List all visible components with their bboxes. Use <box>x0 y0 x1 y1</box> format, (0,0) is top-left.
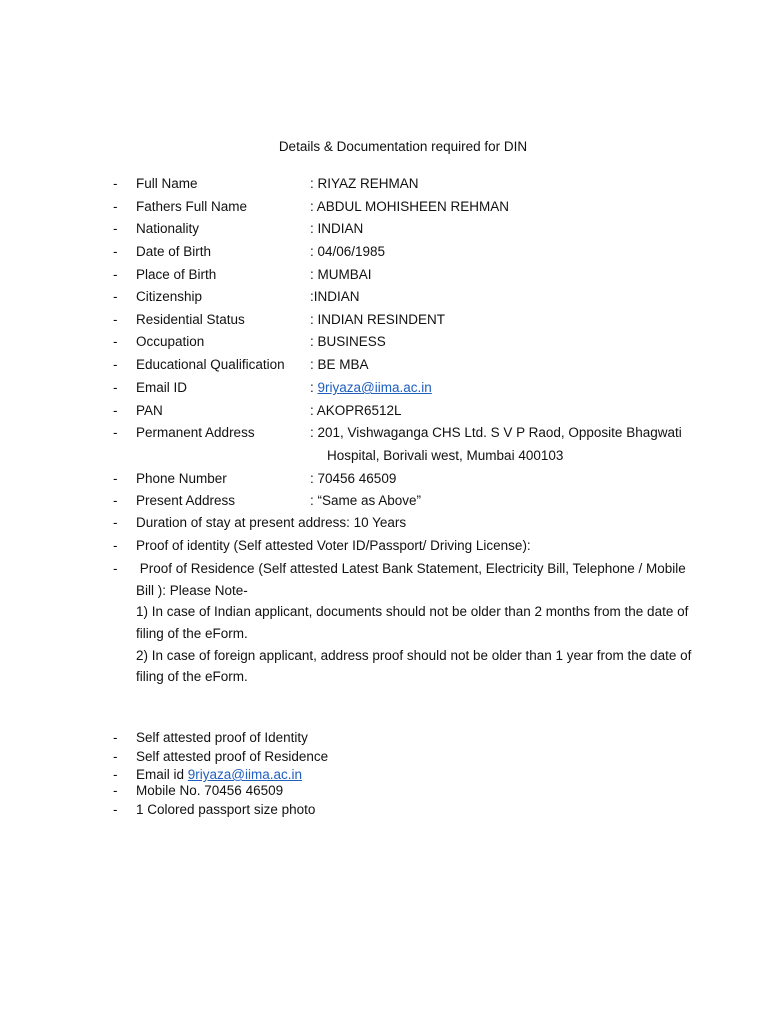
bullet-dash: - <box>113 289 118 304</box>
field-label: Place of Birth <box>136 267 217 282</box>
summary-item-mobile <box>0 782 768 800</box>
bullet-dash: - <box>113 176 118 191</box>
field-value: : 201, Vishwaganga CHS Ltd. S V P Raod, Opposite Bhagwati <box>310 425 682 440</box>
field-value: : MUMBAI <box>310 267 372 282</box>
bullet-dash: - <box>113 357 118 372</box>
summary-text: Self attested proof of Identity <box>136 730 308 745</box>
field-label: Nationality <box>136 221 200 236</box>
field-row-permanent-address-cont <box>0 445 768 467</box>
bullet-dash: - <box>113 403 118 418</box>
field-value: : 04/06/1985 <box>310 244 386 259</box>
field-row-place-of-birth <box>0 264 768 286</box>
bullet-dash: - <box>113 267 118 282</box>
bullet-dash: - <box>113 538 118 553</box>
field-label: Citizenship <box>136 289 203 304</box>
note-1-row-cont <box>0 623 768 645</box>
field-value: : BUSINESS <box>310 334 386 349</box>
bullet-dash: - <box>113 312 118 327</box>
field-row-phone <box>0 468 768 490</box>
summary-text: 1 Colored passport size photo <box>136 802 316 817</box>
field-label: Present Address <box>136 493 236 508</box>
field-value: : INDIAN RESINDENT <box>310 312 446 327</box>
summary-email-link[interactable]: 9riyaza@iima.ac.in <box>187 767 303 782</box>
summary-item-residence <box>0 748 768 766</box>
bullet-dash: - <box>113 802 118 817</box>
field-label: Occupation <box>136 334 205 349</box>
field-row-citizenship <box>0 286 768 308</box>
duration-text: Duration of stay at present address: 10 Years <box>136 515 407 530</box>
proof-residence-text: Proof of Residence (Self attested Latest Bank Statement, Electricity Bill, Telephone / Mobile <box>136 561 686 576</box>
bullet-dash: - <box>113 334 118 349</box>
bullet-dash: - <box>113 199 118 214</box>
field-row-nationality <box>0 218 768 240</box>
bullet-dash: - <box>113 493 118 508</box>
page-title: Details & Documentation required for DIN <box>278 139 528 154</box>
field-row-permanent-address <box>0 422 768 444</box>
summary-text: Self attested proof of Residence <box>136 749 329 764</box>
field-label: PAN <box>136 403 163 418</box>
field-value: : INDIAN <box>310 221 364 236</box>
field-value: : ABDUL MOHISHEEN REHMAN <box>310 199 510 214</box>
field-value: : “Same as Above” <box>310 493 422 508</box>
bullet-dash: - <box>113 425 118 440</box>
field-label: Educational Qualification <box>136 357 285 372</box>
summary-email-label: Email id <box>136 767 188 782</box>
bullet-dash: - <box>113 221 118 236</box>
summary-item-identity <box>0 729 768 747</box>
field-row-education <box>0 354 768 376</box>
field-row-present-address <box>0 490 768 512</box>
field-value-continuation: Hospital, Borivali west, Mumbai 400103 <box>327 448 564 463</box>
note-2-row-cont <box>0 666 768 688</box>
proof-residence-text-cont: Bill ): Please Note- <box>136 583 248 598</box>
field-label: Date of Birth <box>136 244 212 259</box>
field-label: Fathers Full Name <box>136 199 248 214</box>
field-value: : 70456 46509 <box>310 471 397 486</box>
bullet-dash: - <box>113 471 118 486</box>
field-label: Email ID <box>136 380 188 395</box>
field-row-full-name <box>0 173 768 195</box>
field-label: Full Name <box>136 176 198 191</box>
bullet-dash: - <box>113 561 118 576</box>
proof-residence-row-cont <box>0 580 768 602</box>
field-label: Permanent Address <box>136 425 255 440</box>
note-1-row <box>0 601 768 623</box>
duration-row <box>0 512 768 534</box>
email-colon: : <box>310 380 318 395</box>
bullet-dash: - <box>113 783 118 798</box>
bullet-dash: - <box>113 515 118 530</box>
bullet-dash: - <box>113 244 118 259</box>
proof-identity-row <box>0 535 768 557</box>
bullet-dash: - <box>113 767 118 782</box>
field-row-date-of-birth <box>0 241 768 263</box>
field-value <box>310 377 432 399</box>
note-2-row <box>0 645 768 667</box>
field-row-email <box>0 377 768 399</box>
proof-identity-text: Proof of identity (Self attested Voter ID/Passport/ Driving License): <box>136 538 531 553</box>
summary-text: Mobile No. 70456 46509 <box>136 783 284 798</box>
field-label: Phone Number <box>136 471 227 486</box>
note-2-text: 2) In case of foreign applicant, address proof should not be older than 1 year from the date of <box>136 648 692 663</box>
email-link[interactable]: 9riyaza@iima.ac.in <box>317 380 432 395</box>
bullet-dash: - <box>113 749 118 764</box>
note-1-text: 1) In case of Indian applicant, documents should not be older than 2 months from the date of <box>136 604 689 619</box>
proof-residence-row <box>0 558 768 580</box>
field-label: Residential Status <box>136 312 245 327</box>
field-row-residential-status <box>0 309 768 331</box>
note-2-text-cont: filing of the eForm. <box>136 669 248 684</box>
field-row-pan <box>0 400 768 422</box>
field-row-occupation <box>0 331 768 353</box>
note-1-text-cont: filing of the eForm. <box>136 626 248 641</box>
bullet-dash: - <box>113 380 118 395</box>
field-value: : RIYAZ REHMAN <box>310 176 419 191</box>
field-value: :INDIAN <box>310 289 360 304</box>
field-value: : AKOPR6512L <box>310 403 402 418</box>
summary-item-photo <box>0 801 768 819</box>
field-row-fathers-name <box>0 196 768 218</box>
bullet-dash: - <box>113 730 118 745</box>
field-value: : BE MBA <box>310 357 369 372</box>
